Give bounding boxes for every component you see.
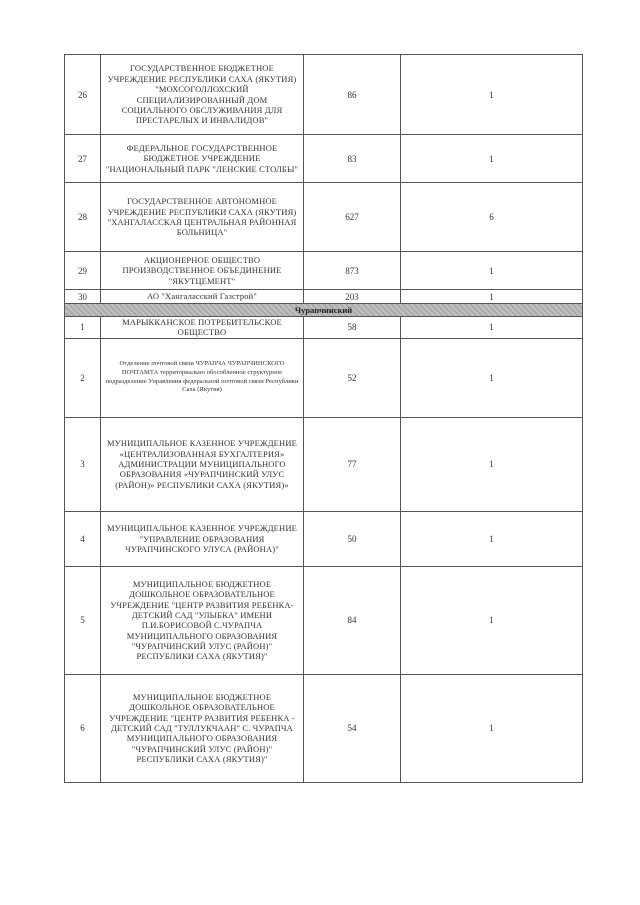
count-value: 1 bbox=[401, 338, 583, 417]
organizations-table bbox=[64, 54, 583, 783]
table-row bbox=[65, 55, 583, 135]
employee-value: 83 bbox=[304, 135, 401, 183]
count-value: 1 bbox=[401, 566, 583, 674]
table-row bbox=[65, 338, 583, 417]
table-row bbox=[65, 511, 583, 566]
employee-value: 50 bbox=[304, 511, 401, 566]
count-value: 6 bbox=[401, 183, 583, 252]
organization-name: ФЕДЕРАЛЬНОЕ ГОСУДАРСТВЕННОЕ БЮДЖЕТНОЕ УЧРЕЖДЕНИЕ "НАЦИОНАЛЬНЫЙ ПАРК "ЛЕНСКИЕ СТОЛБЫ" bbox=[101, 135, 304, 183]
employee-value: 627 bbox=[304, 183, 401, 252]
row-number: 28 bbox=[65, 183, 101, 252]
row-number: 5 bbox=[65, 566, 101, 674]
organization-name: МУНИЦИПАЛЬНОЕ КАЗЕННОЕ УЧРЕЖДЕНИЕ "УПРАВЛЕНИЕ ОБРАЗОВАНИЯ ЧУРАПЧИНСКОГО УЛУСА (РАЙОНА)" bbox=[101, 511, 304, 566]
organization-name: ГОСУДАРСТВЕННОЕ АВТОНОМНОЕ УЧРЕЖДЕНИЕ РЕСПУБЛИКИ САХА (ЯКУТИЯ) "ХАНГАЛАССКАЯ ЦЕНТРАЛЬНАЯ РАЙОННАЯ БОЛЬНИЦА" bbox=[101, 183, 304, 252]
employee-value: 86 bbox=[304, 55, 401, 135]
row-number: 29 bbox=[65, 252, 101, 290]
organization-name: АО "Хангаласский Газстрой" bbox=[101, 290, 304, 304]
count-value: 1 bbox=[401, 317, 583, 339]
organization-name: Отделение почтовой связи ЧУРАПЧА ЧУРАПЧИНСКОГО ПОЧТАМТА территориально обособленное структурное подразделение Управления федеральной почтовой связи Республики Саха (Якутия) bbox=[101, 338, 304, 417]
count-value: 1 bbox=[401, 674, 583, 782]
row-number: 30 bbox=[65, 290, 101, 304]
organization-name: АКЦИОНЕРНОЕ ОБЩЕСТВО ПРОИЗВОДСТВЕННОЕ ОБЪЕДИНЕНИЕ "ЯКУТЦЕМЕНТ" bbox=[101, 252, 304, 290]
count-value: 1 bbox=[401, 511, 583, 566]
table-row bbox=[65, 417, 583, 511]
organization-name: ГОСУДАРСТВЕННОЕ БЮДЖЕТНОЕ УЧРЕЖДЕНИЕ РЕСПУБЛИКИ САХА (ЯКУТИЯ) "МОХСОГОЛЛОХСКИЙ СПЕЦИАЛИЗИРОВАННЫЙ ДОМ СОЦИАЛЬНОГО ОБСЛУЖИВАНИЯ ДЛЯ ПРЕСТАРЕЛЫХ И ИНВАЛИДОВ" bbox=[101, 55, 304, 135]
employee-value: 873 bbox=[304, 252, 401, 290]
row-number: 1 bbox=[65, 317, 101, 339]
organization-name: МУНИЦИПАЛЬНОЕ БЮДЖЕТНОЕ ДОШКОЛЬНОЕ ОБРАЗОВАТЕЛЬНОЕ УЧРЕЖДЕНИЕ "ЦЕНТР РАЗВИТИЯ РЕБЕНКА-ДЕТСКИЙ САД "УЛЫБКА" ИМЕНИ П.И.БОРИСОВОЙ С.ЧУРАПЧА МУНИЦИПАЛЬНОГО ОБРАЗОВАНИЯ "ЧУРАПЧИНСКИЙ УЛУС (РАЙОН)" РЕСПУБЛИКИ САХА (ЯКУТИЯ)" bbox=[101, 566, 304, 674]
section-title: Чурапчинский bbox=[65, 304, 583, 317]
row-number: 4 bbox=[65, 511, 101, 566]
row-number: 2 bbox=[65, 338, 101, 417]
row-number: 6 bbox=[65, 674, 101, 782]
table-row bbox=[65, 566, 583, 674]
count-value: 1 bbox=[401, 290, 583, 304]
employee-value: 203 bbox=[304, 290, 401, 304]
employee-value: 52 bbox=[304, 338, 401, 417]
row-number: 3 bbox=[65, 417, 101, 511]
count-value: 1 bbox=[401, 55, 583, 135]
count-value: 1 bbox=[401, 252, 583, 290]
table-row bbox=[65, 317, 583, 339]
table-row bbox=[65, 674, 583, 782]
organization-name: МУНИЦИПАЛЬНОЕ КАЗЕННОЕ УЧРЕЖДЕНИЕ «ЦЕНТРАЛИЗОВАННАЯ БУХГАЛТЕРИЯ» АДМИНИСТРАЦИИ МУНИЦИПАЛЬНОГО ОБРАЗОВАНИЯ «ЧУРАПЧИНСКИЙ УЛУС (РАЙОН)» РЕСПУБЛИКИ САХА (ЯКУТИЯ)» bbox=[101, 417, 304, 511]
organization-name: МУНИЦИПАЛЬНОЕ БЮДЖЕТНОЕ ДОШКОЛЬНОЕ ОБРАЗОВАТЕЛЬНОЕ УЧРЕЖДЕНИЕ "ЦЕНТР РАЗВИТИЯ РЕБЕНКА - ДЕТСКИЙ САД "ТУЛЛУКЧААН" С. ЧУРАПЧА МУНИЦИПАЛЬНОГО ОБРАЗОВАНИЯ "ЧУРАПЧИНСКИЙ УЛУС (РАЙОН)" РЕСПУБЛИКИ САХА (ЯКУТИЯ)" bbox=[101, 674, 304, 782]
table-row bbox=[65, 135, 583, 183]
table-row bbox=[65, 183, 583, 252]
count-value: 1 bbox=[401, 417, 583, 511]
row-number: 27 bbox=[65, 135, 101, 183]
employee-value: 77 bbox=[304, 417, 401, 511]
section-header-row bbox=[65, 304, 583, 317]
count-value: 1 bbox=[401, 135, 583, 183]
table-row bbox=[65, 252, 583, 290]
organization-name: МАРЫККАНСКОЕ ПОТРЕБИТЕЛЬСКОЕ ОБЩЕСТВО bbox=[101, 317, 304, 339]
employee-value: 84 bbox=[304, 566, 401, 674]
row-number: 26 bbox=[65, 55, 101, 135]
employee-value: 58 bbox=[304, 317, 401, 339]
table-row bbox=[65, 290, 583, 304]
employee-value: 54 bbox=[304, 674, 401, 782]
